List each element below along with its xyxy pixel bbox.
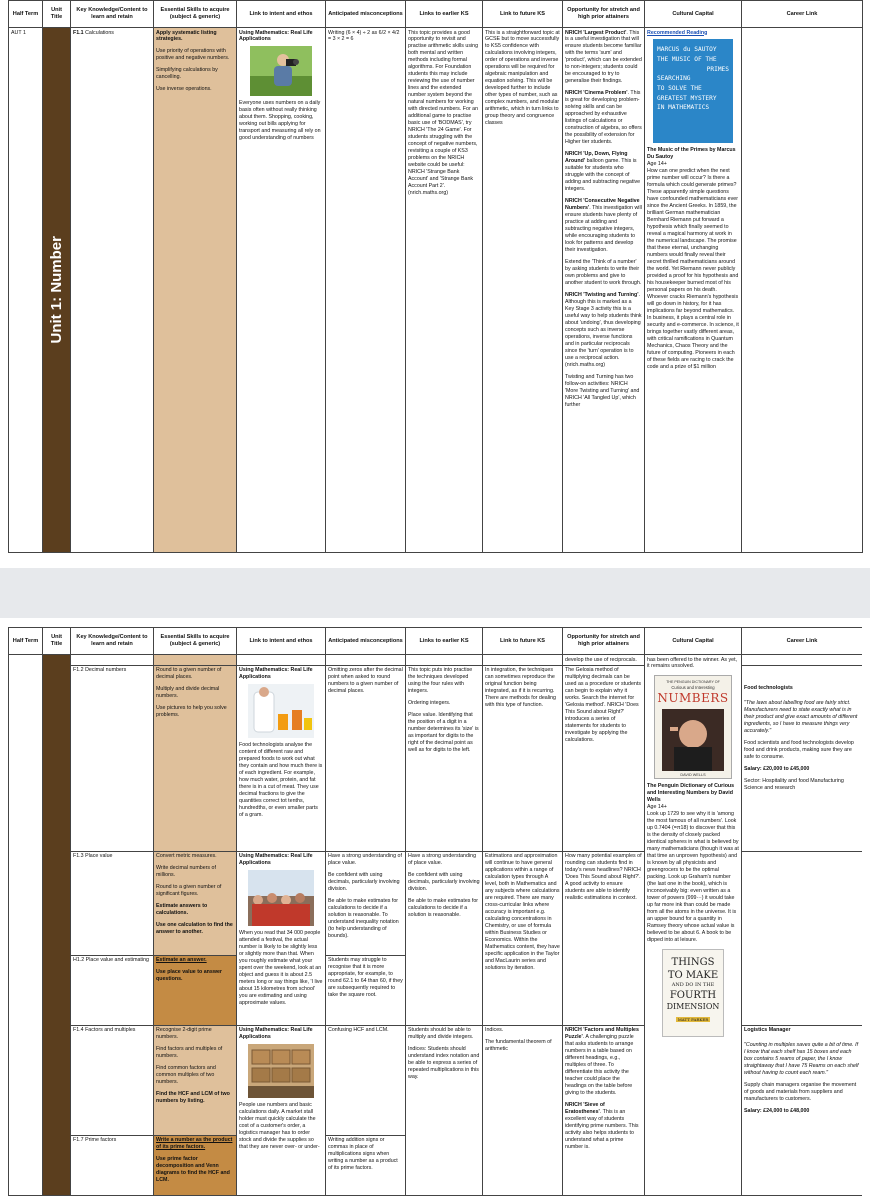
unit-title-cell	[43, 655, 71, 1196]
header-key-knowledge: Key Knowledge/Content to learn and retain	[71, 1, 154, 28]
unit-title-label: Unit 1: Number	[47, 236, 65, 344]
topic-name: Calculations	[85, 29, 114, 36]
skills-cell	[154, 1025, 237, 1135]
intent-cell	[237, 28, 326, 553]
header-half-term: Half Term	[9, 1, 43, 28]
skills-cell	[154, 665, 237, 851]
earlier-item: Place value. Identifying that the position of a digit in a number determines its 'size' is as important for digits to the right of the decimal point as well as for digits to the left.	[408, 712, 479, 754]
stretch-item: NRICH 'Twisting and Turning'. Although this is marked as a Key Stage 3 activity this is a useful way to help students think about 'undoing', thus developing concepts such as inverse operations, inverse functions and in particular reciprocals since the 'turn' operation is to use a reciprocal action. (nrich.maths.org)	[565, 291, 642, 368]
skills-cell	[154, 28, 237, 553]
half-term-cell	[9, 655, 43, 1196]
book-cover-music-of-primes	[653, 39, 733, 143]
book-cover-line: SEARCHING	[657, 75, 691, 83]
header-essential-skills: Essential Skills to acquire (subject & generic)	[154, 628, 237, 655]
header-half-term: Half Term	[9, 628, 43, 655]
cultural-capital-cell	[645, 28, 742, 553]
header-row	[9, 1, 863, 28]
document-page-1	[8, 0, 862, 556]
book-description: Look up 1729 to see why it is 'among the most famous of all numbers'. Look up 0.7404 (=π18) to discover that this is the density of closely packed identical spheres in what is believed by many mathematicians (though it was at that time an unproven hypothesis) and is known by all physicists and greengrocers to be the optimal packing. Look up Graham's number (the last one in the book), which is inconceivably big: even written as a tower of powers (999···) it would take up far more ink than could be made from all the atoms in the universe. It is an upper bound for a quantity in Ramsey theory whose actual value is believed to be about 6. A book to be dipped into at leisure.	[647, 811, 739, 944]
recommended-reading-heading: Recommended Reading	[647, 29, 708, 36]
earlier-item: Students should be able to multiply and divide integers.	[408, 1027, 474, 1041]
misconception-cell: Students may struggle to recognise that it is more appropriate, for example, to round 62.1 to 64 than 60, if they are subsequently required to take the square root.	[326, 955, 406, 1025]
book-title: The Music of the Primes by Marcus Du Sautoy	[647, 147, 736, 161]
book-cover-author: MATT PARKER	[677, 1016, 709, 1022]
misconception-item: Be confident with using decimals, particularly involving division.	[328, 872, 400, 893]
topic-cell: H1.2 Place value and estimating	[71, 955, 154, 1025]
header-essential-skills: Essential Skills to acquire (subject & generic)	[154, 1, 237, 28]
career-cell	[742, 28, 863, 553]
skill-item: Estimate an answer.	[156, 957, 207, 964]
earlier-ks-cell	[406, 1025, 483, 1195]
table-row	[9, 655, 863, 666]
earlier-ks-cell: This topic provides a good opportunity to revisit and practise arithmetic skills using both mental and written methods including formal algorithms. For Foundation students this may include reviewing the use of number lines and the extended number system beyond the natural numbers for working with directed numbers. For an additional game to practise basic use of 'BODMAS', try NRICH 'The 24 Game'. For students struggling with the concept of negative numbers, revisiting a couple of KS3 problems on the NRICH website could be useful: NRICH 'Strange Bank Account' and 'Strange Bank Account Part 2'. (nrich.maths.org)	[406, 28, 483, 553]
stretch-cell	[563, 1025, 645, 1195]
half-term-cell: AUT 1	[9, 28, 43, 553]
skill-item: Write a number as the product of its prime factors.	[156, 1137, 233, 1151]
intent-title: Using Mathematics: Real Life Applications	[239, 853, 313, 867]
intent-cell	[237, 1025, 326, 1195]
misconception-cell: Writing addition signs or commas in place of multiplications signs when writing a number as a product of its prime factors.	[326, 1135, 406, 1195]
book-cover-top: THE PENGUIN DICTIONARY OF	[666, 680, 720, 685]
unit-title-cell	[43, 28, 71, 553]
skill-item: Convert metric measures.	[156, 853, 217, 860]
cultural-continued: has been offered to the winner. As yet, it remains unsolved.	[647, 656, 738, 670]
intent-title: Using Mathematics: Real Life Applications	[239, 1027, 313, 1041]
photographer-photo	[250, 46, 312, 96]
book-cover-line: TO SOLVE THE	[657, 84, 702, 92]
book-cover-line: PRIMES	[706, 65, 729, 73]
book-age: Age 14+	[647, 804, 667, 811]
skill-item: Round to a given number of decimal places.	[156, 667, 222, 681]
future-item: The fundamental theorem of arithmetic	[485, 1039, 552, 1053]
misconception-cell	[326, 851, 406, 955]
intent-text: People use numbers and basic calculations daily. A market stall holder must quickly calculate the cost of a customer's order, a logistics manager has to order stock and divide the supplies so that they are never over- or under-	[239, 1102, 320, 1151]
header-cultural: Cultural Capital	[645, 628, 742, 655]
intent-title: Using Mathematics: Real Life Applications	[239, 667, 313, 681]
stretch-item: NRICH 'Largest Product'. This is a useful investigation that will ensure students become familiar with the terms 'sum' and 'product', which can be extended to non-integers; students could be encouraged to try to generalise their findings.	[565, 29, 642, 85]
misconception-cell: Omitting zeros after the decimal point when asked to round numbers to a given number of decimal places.	[326, 665, 406, 851]
skill-item: Estimate answers to calculations.	[156, 903, 208, 917]
stretch-continued: develop the use of reciprocals.	[563, 655, 645, 666]
stretch-cell: The Gelosia method of multiplying decimals can be used as a procedure or students can begin to explain why it works. Search the internet for 'Gelosia method'. NRICH 'Does This Sound about Right?' introduces a series of statements for students to investigate by applying the calculations.	[563, 665, 645, 851]
book-cover-line: TO MAKE	[667, 970, 719, 982]
topic-cell: F1.2 Decimal numbers	[71, 665, 154, 851]
skill-item: Recognise 2-digit prime numbers.	[156, 1027, 212, 1041]
book-cover-portrait	[662, 709, 724, 771]
book-age: Age 14+	[647, 161, 667, 168]
misconception-cell: Confusing HCF and LCM.	[326, 1025, 406, 1135]
book-cover-penguin-numbers	[654, 675, 732, 779]
scheme-table-page-1	[8, 0, 863, 553]
header-earlier-ks: Links to earlier KS	[406, 628, 483, 655]
future-ks-cell: Estimations and approximation will continue to have general applications within a range of calculation types through A level, both in Mathematics and any subjects where calculations are required. There are many cross-curricular links where accuracy is important e.g. calculating concentrations in Chemistry, or use of formula within Business Studies or Economics. Within the Mathematics content, they have specific application in the Taylor and MacLaurin series and solutions by iteration.	[483, 851, 563, 1025]
topic-cell: F1.3 Place value	[71, 851, 154, 955]
career-quote: "Counting in multiples saves quite a bit of time. If I know that each shelf has 15 boxes and each box contains 5 reams of paper, the I know straightaway that I have 75 Reams on each shelf without having to count each ream."	[744, 1042, 859, 1077]
career-cell	[742, 665, 863, 851]
book-cover-mid: Curious and Interesting	[671, 685, 715, 691]
stretch-item: NRICH 'Sieve of Eratosthenes'. This is an excellent way of students identifying prime numbers. This activity also helps students to understand what a prime number is.	[565, 1102, 639, 1151]
header-key-knowledge: Key Knowledge/Content to learn and retain	[71, 628, 154, 655]
book-cover-line: IN MATHEMATICS	[657, 104, 710, 112]
header-unit-title: Unit Title	[43, 1, 71, 28]
stretch-item: NRICH 'Factors and Multiples Puzzle'. A challenging puzzle that asks students to arrange numbers in a table based on different headings, e.g., multiples of three. To differentiate this activity the teacher could place the headings on the table before giving to the students.	[565, 1027, 639, 1097]
career-salary: Salary: £24,000 to £48,000	[744, 1108, 810, 1115]
scheme-table-page-2	[8, 627, 862, 1196]
header-row	[9, 628, 863, 655]
intent-text: When you read that 34 000 people attended a festival, the actual number is likely to be slightly less or slightly more than that. When you roughly estimate what your spent over the weekend, look at an object and guess it is about 2.5 meters long or say things like, 'I live about 15 kilometres from school' you are estimating and using approximate values.	[239, 930, 323, 1007]
skill-item: Find the HCF and LCM of two numbers by listing.	[156, 1091, 230, 1105]
topic-cell: F1.4 Factors and multiples	[71, 1025, 154, 1135]
skill-item: Write decimal numbers of millions.	[156, 865, 216, 879]
career-quote: "The laws about labelling food are fairly strict. Manufacturers need to state exactly what is in their product and give exact amounts of different ingredients, so I have to measure things very accurately."	[744, 700, 858, 735]
future-ks-cell	[483, 1025, 563, 1195]
intent-cell	[237, 851, 326, 1025]
skill-item: Use priority of operations with positive and negative numbers.	[156, 48, 230, 62]
book-cover-line: MARCUS du SAUTOY	[657, 46, 717, 54]
skill-item: Use prime factor decomposition and Venn diagrams to find the HCF and LCM.	[156, 1156, 230, 1184]
festival-crowd-photo	[248, 870, 314, 926]
career-salary: Salary: £20,000 to £45,000	[744, 766, 810, 773]
skill-item: Use inverse operations.	[156, 86, 212, 93]
stretch-item: Twisting and Turning has two follow-on activities: NRICH 'More Twisting and Turning' and NRICH 'All Tangled Up', which further	[565, 373, 640, 408]
book-cover-line: THINGS	[671, 957, 715, 969]
header-misconceptions: Anticipated misconceptions	[326, 628, 406, 655]
header-future-ks: Link to future KS	[483, 628, 563, 655]
header-career: Career Link	[742, 1, 863, 28]
skill-item: Find factors and multiples of numbers.	[156, 1046, 223, 1060]
skill-item: Use pictures to help you solve problems.	[156, 705, 227, 719]
header-stretch: Opportunity for stretch and high prior attainers	[563, 628, 645, 655]
earlier-item: Be able to make estimates for calculations to decide if a solution is reasonable.	[408, 898, 479, 919]
header-cultural: Cultural Capital	[645, 1, 742, 28]
stretch-cell	[563, 28, 645, 553]
skills-cell	[154, 1135, 237, 1195]
book-cover-line: DIMENSION	[666, 1002, 720, 1012]
stretch-item: NRICH 'Up, Down, Flying Around' balloon game. This is suitable for students who struggle with the concept of adding and subtracting negative integers.	[565, 151, 641, 193]
food-technologist-photo	[248, 684, 314, 738]
future-item: Indices.	[485, 1027, 504, 1034]
header-future-ks: Link to future KS	[483, 1, 563, 28]
header-misconceptions: Anticipated misconceptions	[326, 1, 406, 28]
future-ks-cell: This is a straightforward topic at GCSE but to move successfully to KS5 confidence with calculations involving integers, order of operations and inverse operations will be required for algebraic manipulation and equation solving. This will be developed further to include other types of number, such as complex numbers, and modular arithmetic, which in turn links to group theory and congruence classes	[483, 28, 563, 553]
book-cover-author: DAVID WELLS	[680, 772, 706, 777]
career-cell	[742, 1025, 863, 1195]
intent-title: Using Mathematics: Real Life Applications	[239, 29, 313, 43]
page-gap	[0, 568, 870, 618]
skill-item: Apply systematic listing strategies.	[156, 29, 217, 43]
cultural-capital-cell	[645, 655, 742, 1196]
future-ks-cell: In integration, the techniques can sometimes reproduce the original function being integrated, as if it is recurring. There are methods for dealing with this type of function.	[483, 665, 563, 851]
key-knowledge-cell	[71, 28, 154, 553]
table-row	[9, 28, 863, 553]
skill-item: Round to a given number of significant figures.	[156, 884, 222, 898]
header-stretch: Opportunity for stretch and high prior attainers	[563, 1, 645, 28]
misconception-item: Have a strong understanding of place value.	[328, 853, 402, 867]
misconception-item: Be able to make estimates for calculations to decide if a solution is reasonable. To understand inequality notation (to help understanding of bounds).	[328, 898, 399, 940]
intent-text: Food technologists analyse the content of different raw and prepared foods to work out what they contain and how much there is of each ingredient. For example, how much water, protein, and fat there is in a cut of meat. They use decimal fractions to give the quantities correct tot tenths, hundredths, or even smaller parts of a gram.	[239, 742, 323, 819]
intent-text: Everyone uses numbers on a daily basis often without really thinking about them. Shopping, cooking, working out bills applying for transport and measuring all rely on good understanding of numbers	[239, 100, 321, 142]
skills-cell	[154, 851, 237, 955]
skill-item: Simplifying calculations by cancelling.	[156, 67, 218, 81]
book-description: How can one predict when the next prime number will occur? Is there a formula which could generate primes? These apparently simple questions have confounded mathematicians ever since the Ancient Greeks. In 1859, the brilliant German mathematician Bernhard Riemann put forward a hypothesis which finally seemed to reveal a magical harmony at work in the numerical landscape. The promise that these eternal, unchanging numbers would finally reveal their secret thrilled mathematicians around the world. Yet Riemann never publicly provided a proof for his hypothesis and his housekeeper burned most of his personal papers on his death. Whoever cracks Riemann's hypothesis will go down in history, for it has implications far beyond mathematics. In business, it plays a central role in security and e-commerce. In science, it brings together vastly different areas, with critical ramifications in Quantum Mechanics, Chaos Theory and the future of computing. Pioneers in each of these fields are racing to crack the code and a prize of $1 million	[647, 168, 739, 370]
earlier-item: Ordering integers.	[408, 700, 451, 707]
career-text: Supply chain managers organise the movement of goods and materials from suppliers and manufacturers to customers.	[744, 1082, 857, 1103]
earlier-ks-cell	[406, 851, 483, 1025]
topic-cell: F1.7 Prime factors	[71, 1135, 154, 1195]
skill-item: Find common factors and common multiples of two numbers.	[156, 1065, 216, 1086]
stretch-cell: How many potential examples of rounding can students find in today's news headlines? NRICH 'Does This Sound about Right?'. A good activity to ensure students are able to identify realistic estimations in context.	[563, 851, 645, 1025]
header-career: Career Link	[742, 628, 863, 655]
career-text: Food scientists and food technologists develop food and drink products, making sure they are safe to consume.	[744, 740, 854, 761]
skill-item: Use one calculation to find the answer to another.	[156, 922, 233, 936]
earlier-item: This topic puts into practise the techniques developed using the four rules with integers.	[408, 667, 473, 695]
header-link-intent: Link to intent and ethos	[237, 628, 326, 655]
book-cover-main: NUMBERS	[657, 690, 729, 705]
career-title: Food technologists	[744, 685, 793, 692]
book-cover-line: THE MUSIC OF THE	[657, 56, 717, 64]
earlier-item: Be confident with using decimals, particularly involving division.	[408, 872, 480, 893]
header-unit-title: Unit Title	[43, 628, 71, 655]
topic-code: F1.1	[73, 29, 84, 36]
book-cover-line: AND DO IN THE	[671, 982, 715, 989]
header-link-intent: Link to intent and ethos	[237, 1, 326, 28]
earlier-item: Have a strong understanding of place value.	[408, 853, 477, 867]
book-cover-line: FOURTH	[669, 990, 717, 1002]
intent-cell	[237, 665, 326, 851]
stretch-item: NRICH 'Cinema Problem'. This is great for developing problem-solving skills and can be approached by exhaustive listings of calculations or construction of algebra, so offers the possibility of extension for Higher tier students.	[565, 90, 642, 146]
document-page-2	[8, 627, 862, 1200]
skills-cell	[154, 955, 237, 1025]
career-title: Logistics Manager	[744, 1027, 791, 1034]
book-cover-line: GREATEST MYSTERY	[657, 94, 717, 102]
skill-item: Use place value to answer questions.	[156, 969, 222, 983]
career-sector: Sector: Hospitality and food Manufacturing Science and research	[744, 778, 844, 792]
misconception-cell: Writing (6 × 4) ÷ 2 as 6/2 × 4/2 = 3 × 2 = 6	[326, 28, 406, 553]
stretch-item: NRICH 'Consecutive Negative Numbers'. This investigation will ensure students have plenty of practice at adding and subtracting negative integers, while encouraging students to look for patterns and develop their investigation.	[565, 198, 642, 254]
book-title: The Penguin Dictionary of Curious and Interesting Numbers by David Wells	[647, 783, 735, 804]
earlier-ks-cell	[406, 665, 483, 851]
header-earlier-ks: Links to earlier KS	[406, 1, 483, 28]
skill-item: Multiply and divide decimal numbers.	[156, 686, 220, 700]
earlier-item: Indices: Students should understand index notation and be able to express a series of repeated multiplications in this way.	[408, 1046, 480, 1081]
warehouse-boxes-photo	[248, 1044, 314, 1098]
book-cover-things-to-make	[662, 949, 724, 1037]
stretch-item: Extend the 'Think of a number' by asking students to write their own problems and give to another student to work through.	[565, 259, 642, 286]
